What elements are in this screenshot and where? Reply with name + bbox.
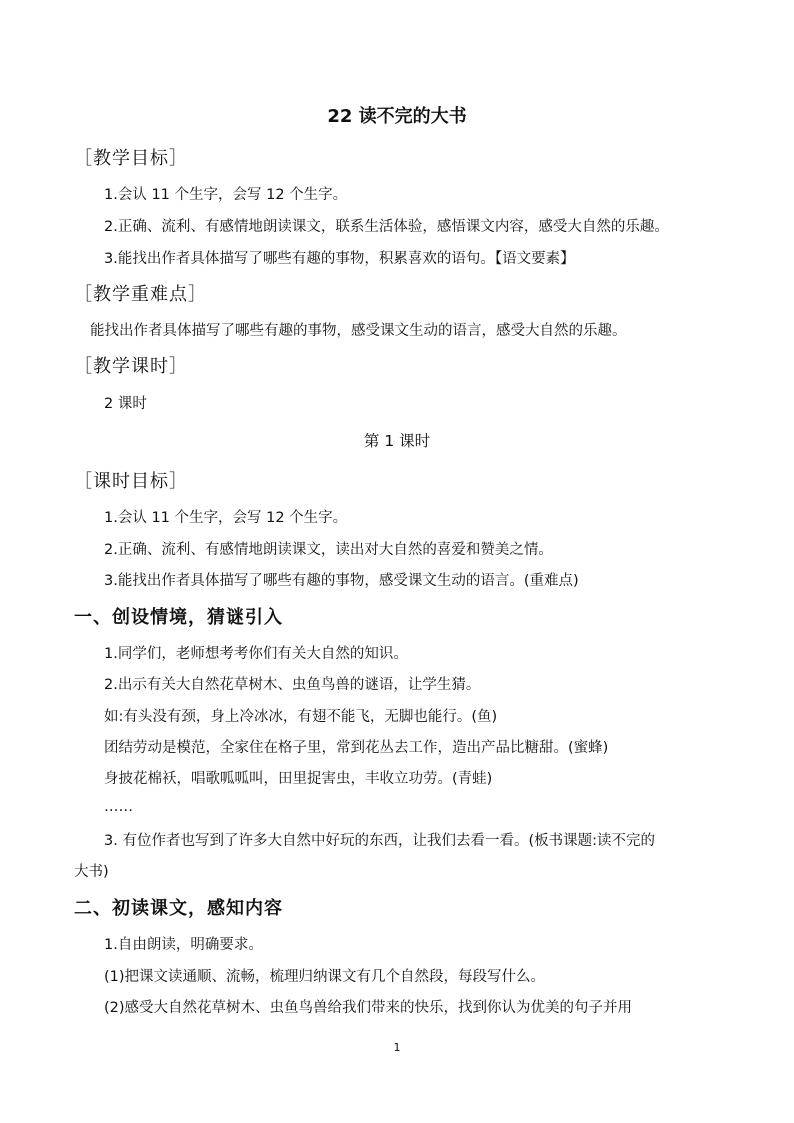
riddle-bee: 团结劳动是模范，全家住在格子里，常到花丛去工作，造出产品比糖甜。(蜜蜂) [104,740,609,756]
lesson-goal-1: 1.会认 11 个生字，会写 12 个生字。 [104,510,348,526]
part-2-item-1: 1.自由朗读，明确要求。 [104,937,263,953]
part-1-item-3-line-2: 大书) [74,864,109,880]
riddle-frog: 身披花棉袄，唱歌呱呱叫，田里捉害虫，丰收立功劳。(青蛙) [104,771,493,787]
teaching-goal-1: 1.会认 11 个生字，会写 12 个生字。 [104,187,348,203]
teaching-goals-heading: ［教学目标］ [74,148,188,169]
lesson-title: 22 读不完的大书 [327,106,467,127]
key-difficulty-text: 能找出作者具体描写了哪些有趣的事物，感受课文生动的语言，感受大自然的乐趣。 [90,323,627,339]
class-hours-heading: ［教学课时］ [74,356,188,377]
part-2-heading: 二、初读课文，感知内容 [74,898,283,919]
part-1-item-1: 1.同学们，老师想考考你们有关大自然的知识。 [104,646,408,662]
part-1-item-2: 2.出示有关大自然花草树木、虫鱼鸟兽的谜语，让学生猜。 [104,677,481,693]
part-1-item-3-line-1: 3. 有位作者也写到了许多大自然中好玩的东西，让我们去看一看。(板书课题:读不完的 [104,833,655,849]
riddle-fish: 如:有头没有颈，身上冷冰冰，有翅不能飞，无脚也能行。(鱼) [104,709,498,725]
part-2-item-1-sub-1: (1)把课文读通顺、流畅，梳理归纳课文有几个自然段，每段写什么。 [104,969,546,985]
lesson-goal-3: 3.能找出作者具体描写了哪些有趣的事物，感受课文生动的语言。(重难点) [104,573,579,589]
part-1-heading: 一、创设情境，猜谜引入 [74,607,283,628]
lesson-goal-2: 2.正确、流利、有感情地朗读课文，读出对大自然的喜爱和赞美之情。 [104,542,553,558]
part-2-item-1-sub-2: (2)感受大自然花草树木、虫鱼鸟兽给我们带来的快乐，找到你认为优美的句子并用 [104,1000,633,1016]
key-difficulty-heading: ［教学重难点］ [74,284,207,305]
teaching-goal-3: 3.能找出作者具体描写了哪些有趣的事物，积累喜欢的语句。【语文要素】 [104,251,575,267]
teaching-goal-2: 2.正确、流利、有感情地朗读课文，联系生活体验，感悟课文内容，感受大自然的乐趣。 [104,219,669,235]
class-hours-text: 2 课时 [104,396,147,412]
lesson-1-heading: 第 1 课时 [363,432,431,450]
page-number: 1 [393,1041,401,1054]
riddle-ellipsis: …… [104,799,133,815]
lesson-goals-heading: ［课时目标］ [74,471,188,492]
